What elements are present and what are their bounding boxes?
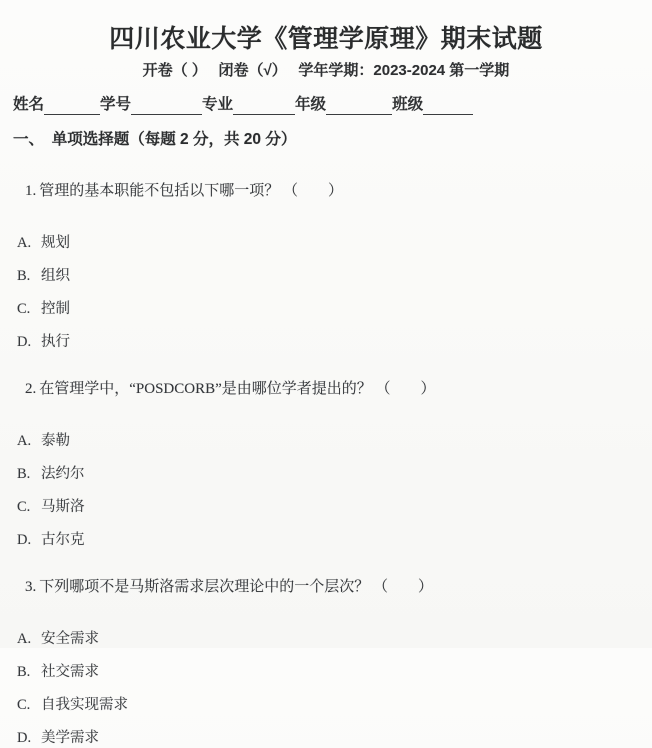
field-label-class: 班级 — [392, 96, 424, 113]
option-text: 规划 — [41, 235, 70, 251]
option-label: D. — [17, 730, 32, 746]
question-3-option-a — [17, 630, 652, 649]
question-number: 3. — [25, 579, 37, 595]
option-text: 古尔克 — [41, 532, 85, 548]
field-blank-name — [44, 98, 100, 115]
option-label: A. — [17, 433, 32, 449]
field-blank-grade — [326, 98, 392, 115]
question-1-option-c — [17, 300, 652, 319]
exam-paper — [0, 24, 652, 746]
question-3-option-c — [17, 696, 652, 715]
question-1-option-a — [17, 234, 652, 253]
option-label: B. — [17, 268, 31, 284]
option-text: 美学需求 — [41, 730, 99, 746]
option-label: B. — [17, 664, 31, 680]
field-blank-student-id — [131, 98, 202, 115]
option-text: 控制 — [41, 301, 70, 317]
question-text: 在管理学中，“POSDCORB”是由哪位学者提出的？ （ ） — [39, 381, 436, 397]
question-number: 1. — [25, 183, 37, 199]
option-label: C. — [17, 301, 31, 317]
page-title: 四川农业大学《管理学原理》期末试题 — [109, 25, 543, 53]
field-label-major: 专业 — [202, 96, 234, 113]
option-label: A. — [17, 631, 32, 647]
option-text: 法约尔 — [41, 466, 85, 482]
student-info-line — [13, 94, 652, 115]
section-heading: 一、 单项选择题（每题 2 分，共 20 分） — [13, 131, 297, 148]
field-blank-class — [423, 98, 473, 115]
field-label-name: 姓名 — [13, 96, 45, 113]
option-text: 泰勒 — [41, 433, 70, 449]
option-label: D. — [17, 532, 32, 548]
exam-meta-line: 开卷（ ） 闭卷（√） 学年学期：2023-2024 第一学期 — [142, 62, 510, 79]
question-1-option-b — [17, 267, 652, 286]
field-label-grade: 年级 — [295, 96, 327, 113]
option-label: A. — [17, 235, 32, 251]
question-2-option-b — [17, 465, 652, 484]
option-text: 执行 — [41, 334, 70, 350]
question-text: 管理的基本职能不包括以下哪一项？ （ ） — [39, 183, 344, 199]
question-3-option-b — [17, 663, 652, 682]
option-label: B. — [17, 466, 31, 482]
question-2 — [10, 361, 652, 418]
question-number: 2. — [25, 381, 37, 397]
option-label: C. — [17, 499, 31, 515]
option-label: D. — [17, 334, 32, 350]
question-2-option-c — [17, 498, 652, 517]
question-3 — [10, 559, 652, 616]
option-text: 马斯洛 — [41, 499, 85, 515]
field-blank-major — [233, 98, 295, 115]
option-label: C. — [17, 697, 31, 713]
question-3-option-d — [17, 729, 652, 748]
question-1-option-d — [17, 333, 652, 352]
question-2-option-d — [17, 531, 652, 550]
option-text: 自我实现需求 — [41, 697, 128, 713]
question-text: 下列哪项不是马斯洛需求层次理论中的一个层次？ （ ） — [39, 579, 434, 595]
field-label-student-id: 学号 — [100, 96, 132, 113]
option-text: 安全需求 — [41, 631, 99, 647]
option-text: 社交需求 — [41, 664, 99, 680]
option-text: 组织 — [41, 268, 70, 284]
question-1 — [10, 163, 652, 220]
question-2-option-a — [17, 432, 652, 451]
